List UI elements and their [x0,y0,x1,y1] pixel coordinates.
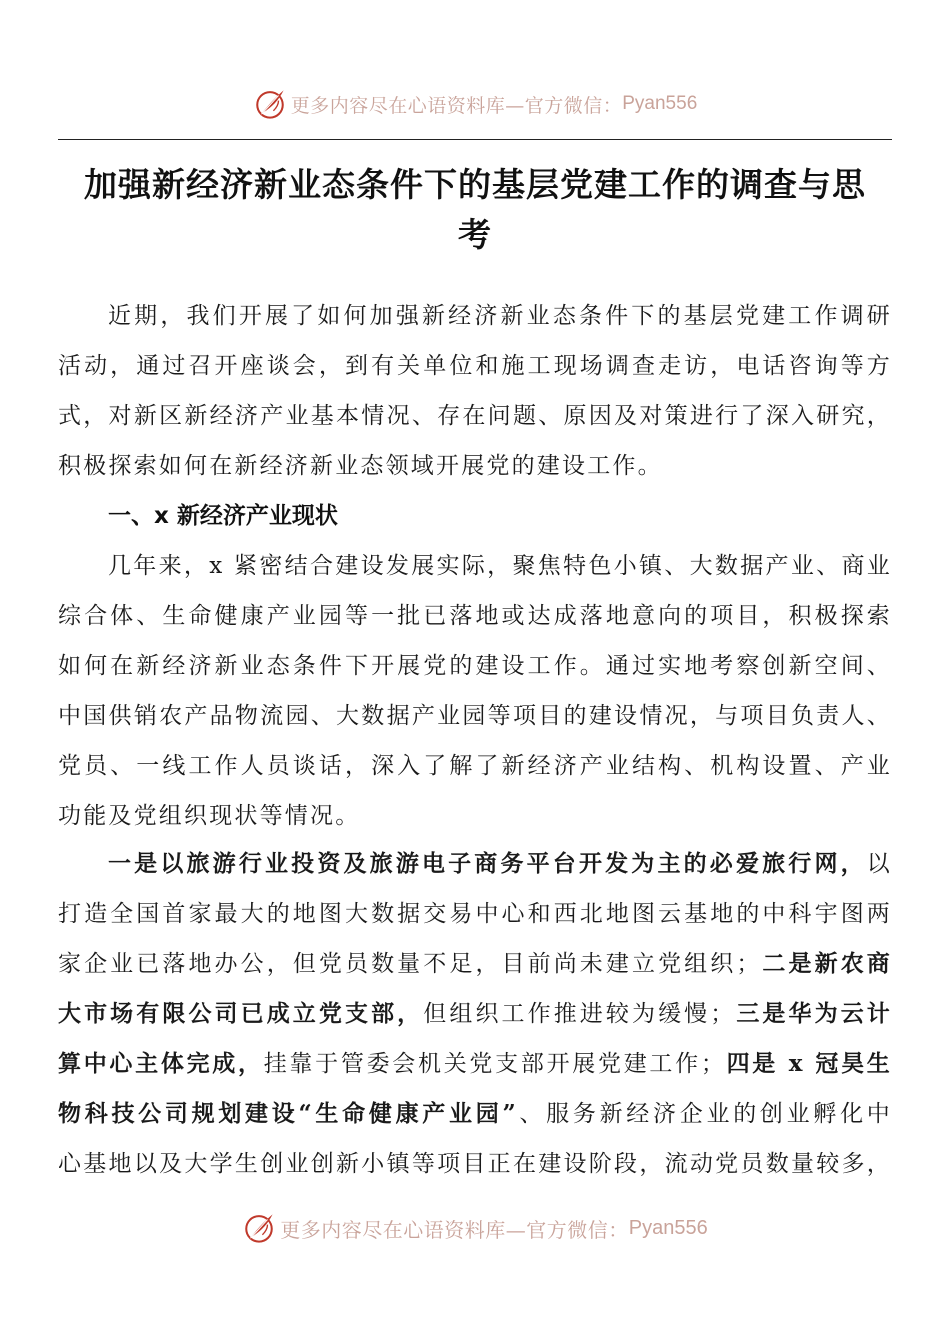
header-divider [58,139,892,140]
text-run: 但组织工作推进较为缓慢； [423,1001,736,1027]
document-title [58,160,892,260]
quill-logo-icon [253,87,287,121]
quill-logo-icon [242,1211,276,1245]
bold-phrase: 算中心主体完成， [58,1050,264,1077]
header-watermark-banner [0,86,950,122]
intro-line: 近期，我们开展了如何加强新经济新业态条件下的基层党建工作调研 [108,303,892,329]
status-line: 党员、一线工作人员谈话，深入了解了新经济产业结构、机构设置、产业 [58,753,892,779]
text-run: 挂靠于管委会机关党支部开展党建工作； [263,1051,727,1077]
intro-paragraph [58,291,892,491]
projects-paragraph [58,839,892,1189]
text-run: 家企业已落地办公，但党员数量不足，目前尚未建立党组织； [58,951,762,977]
text-run: 、服务新经济企业的创业孵化中 [517,1101,892,1127]
bold-phrase: 大市场有限公司已成立党支部， [58,1000,424,1027]
footer-watermark-banner [0,1208,950,1248]
projects-line-5 [58,1039,892,1089]
projects-line-2: 打造全国首家最大的地图大数据交易中心和西北地图云基地的中科宇图两 [58,901,892,927]
status-line: 功能及党组织现状等情况。 [58,803,361,829]
status-paragraph [58,541,892,841]
title-line-2: 考 [458,215,492,254]
bold-phrase: 二是新农商 [761,950,892,977]
projects-line-3 [58,939,892,989]
bold-phrase: 三是华为云计 [735,1000,892,1027]
banner-account: Pyan556 [622,93,698,114]
projects-line-6 [58,1089,892,1139]
section-heading-1: 一、x 新经济产业现状 [108,503,338,529]
status-line: 几年来，x 紧密结合建设发展实际，聚焦特色小镇、大数据产业、商业 [108,553,892,579]
status-line: 综合体、生命健康产业园等一批已落地或达成落地意向的项目，积极探索 [58,603,892,629]
status-line: 中国供销农产品物流园、大数据产业园等项目的建设情况，与项目负责人、 [58,703,892,729]
bold-phrase: 一是以旅游行业投资及旅游电子商务平台开发为主的必爱旅行网， [108,850,867,877]
status-line: 如何在新经济新业态条件下开展党的建设工作。通过实地考察创新空间、 [58,653,892,679]
banner-account: Pyan556 [628,1216,708,1239]
projects-line-1 [58,839,892,889]
bold-phrase: 物科技公司规划建设“生命健康产业园” [58,1100,518,1127]
projects-line-7: 心基地以及大学生创业创新小镇等项目正在建设阶段，流动党员数量较多， [58,1151,892,1177]
intro-line: 积极探索如何在新经济新业态领域开展党的建设工作。 [58,453,663,479]
intro-line: 活动，通过召开座谈会，到有关单位和施工现场调查走访，电话咨询等方 [58,353,892,379]
text-run: 以 [866,851,892,877]
projects-line-4 [58,989,892,1039]
banner-text: 更多内容尽在心语资料库—官方微信： [290,94,623,117]
title-line-1: 加强新经济新业态条件下的基层党建工作的调查与思 [84,165,866,204]
bold-phrase: 四是 x 冠昊生 [726,1050,892,1077]
banner-text: 更多内容尽在心语资料库—官方微信： [280,1217,629,1242]
intro-line: 式，对新区新经济产业基本情况、存在问题、原因及对策进行了深入研究， [58,403,892,429]
